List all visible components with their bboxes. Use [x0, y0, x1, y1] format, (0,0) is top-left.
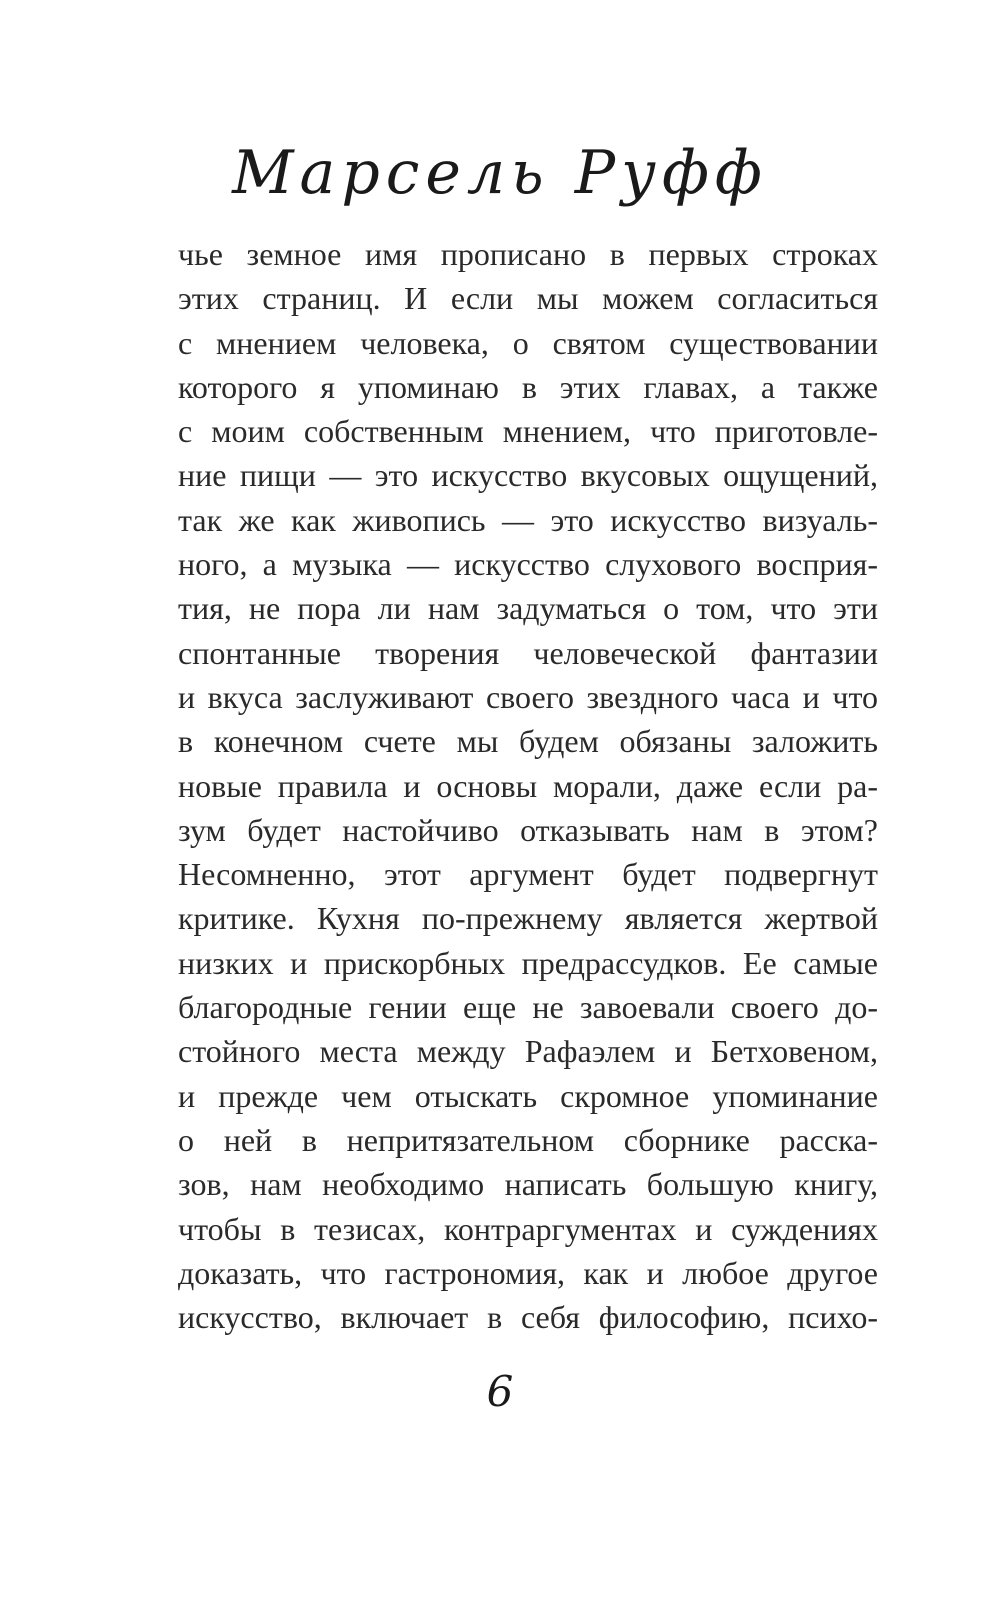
text-line: и прежде чем отыскать скромное упоминание	[178, 1077, 878, 1114]
text-line: искусство, включает в себя философию, психо-	[178, 1299, 878, 1336]
text-line: стойного места между Рафаэлем и Бетховеном,	[178, 1033, 878, 1070]
text-line: низких и прискорбных предрассудков. Ее самые	[178, 944, 878, 981]
text-line: которого я упоминаю в этих главах, а также	[178, 368, 878, 405]
text-line: ного, а музыка — искусство слухового восприя-	[178, 546, 878, 583]
text-line: критике. Кухня по-прежнему является жертвой	[178, 900, 878, 937]
running-head-author: Марсель Руфф	[232, 138, 768, 208]
body-text	[178, 232, 878, 1339]
text-line: так же как живопись — это искусство визуаль-	[178, 501, 878, 538]
text-line: спонтанные творения человеческой фантазии	[178, 634, 878, 671]
text-line: чье земное имя прописано в первых строках	[178, 236, 878, 272]
text-line: ние пищи — это искусство вкусовых ощущений,	[178, 457, 878, 494]
text-line: чтобы в тезисах, контраргументах и суждениях	[178, 1210, 878, 1247]
page-number: 6	[486, 1367, 514, 1416]
text-line: зум будет настойчиво отказывать нам в этом?	[178, 811, 878, 848]
text-line: о ней в непритязательном сборнике расска-	[178, 1121, 878, 1158]
text-line: этих страниц. И если мы можем согласиться	[178, 280, 878, 317]
text-line: с мнением человека, о святом существовании	[178, 324, 878, 361]
text-line: с моим собственным мнением, что приготовле-	[178, 413, 878, 450]
text-line: тия, не пора ли нам задуматься о том, что эти	[178, 590, 878, 627]
text-line: благородные гении еще не завоевали своего до-	[178, 989, 878, 1026]
text-line: доказать, что гастрономия, как и любое другое	[178, 1254, 878, 1291]
text-line: Несомненно, этот аргумент будет подвергнут	[178, 856, 878, 893]
text-line: и вкуса заслуживают своего звездного часа и что	[178, 678, 878, 715]
text-line: новые правила и основы морали, даже если ра-	[178, 767, 878, 804]
text-line: зов, нам необходимо написать большую книгу,	[178, 1166, 878, 1203]
text-line: в конечном счете мы будем обязаны заложить	[178, 723, 878, 760]
